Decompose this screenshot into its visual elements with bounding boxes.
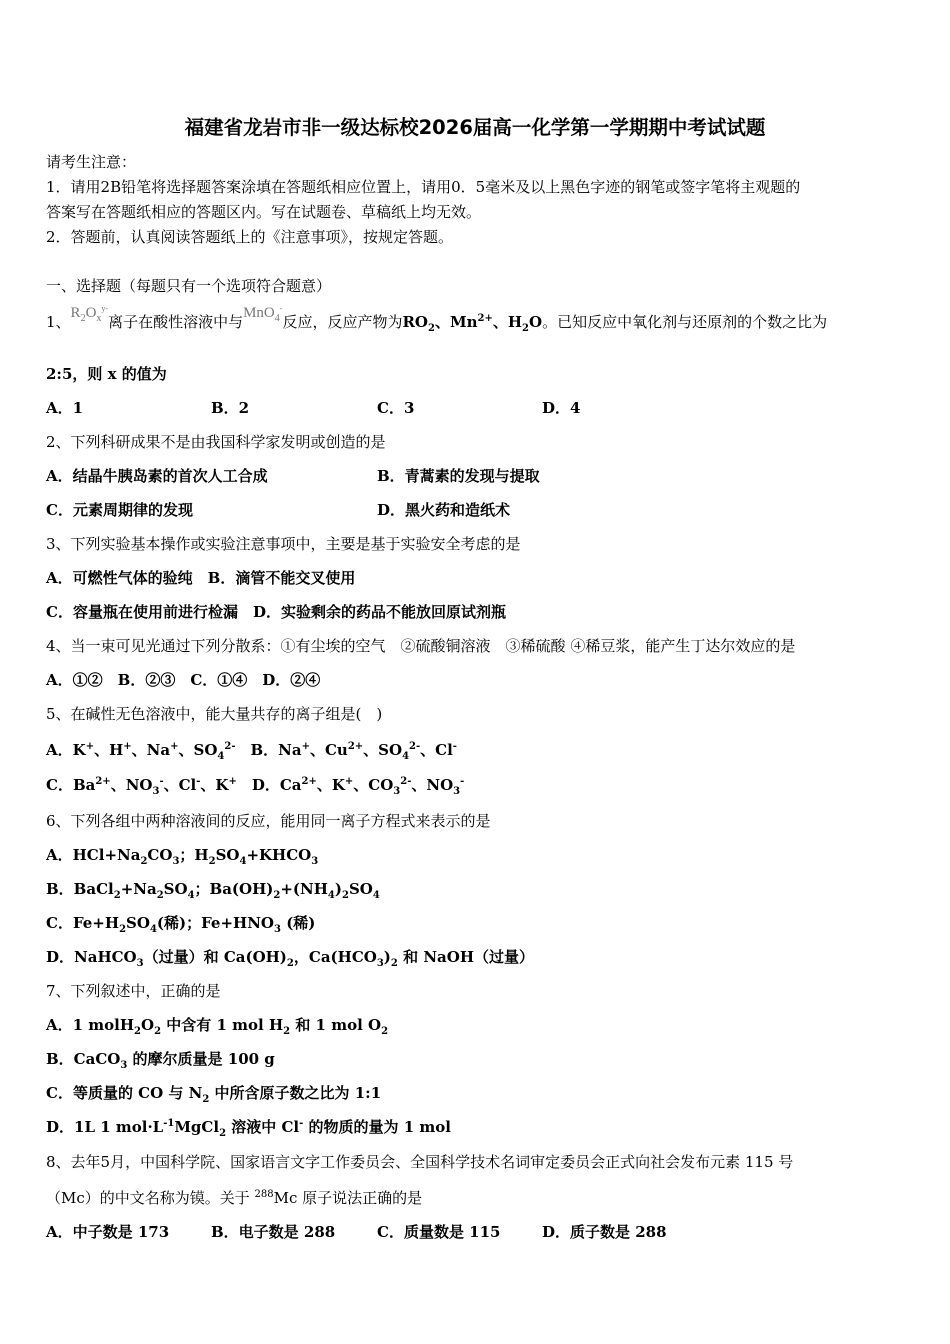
option-a: A．结晶牛胰岛素的首次人工合成 — [46, 467, 268, 485]
question-5-stem: 5、在碱性无色溶液中，能大量共存的离子组是( ) — [46, 705, 383, 723]
question-1-text-b: 反应，反应产物为 — [282, 313, 403, 331]
question-4-options: A．①② B．②③ C．①④ D．②④ — [46, 671, 321, 689]
option-c: C．3 — [377, 399, 415, 417]
question-1-line-2: 2:5，则 x 的值为 — [46, 365, 167, 383]
question-6-option-b: B．$BaCl_2+Na_2SO_4$；$Ba(OH)_2+(NH_4)_2SO_4$ — [46, 880, 380, 901]
mass-number: 288 — [254, 1189, 274, 1200]
option-a: A．1 — [46, 399, 84, 417]
question-1-products: $RO_2$、$Mn^{2+}$、$H_2O$ — [402, 313, 543, 334]
formula-mno4: MnO$_4$- — [243, 304, 283, 324]
question-2-stem: 2、下列科研成果不是由我国科学家发明或创造的是 — [46, 433, 386, 451]
question-7-option-a: A．1 $molH_2O_2$ 中含有 1 mol $H_2$ 和 1 mol $O_2$ — [46, 1016, 389, 1037]
question-5-options-1: A．K+、H+、Na+、$SO_4^{2-}$ B．Na+、$Cu^{2+}$、$SO_4^{2-}$、Cl- — [46, 741, 457, 762]
notice-item-1a: 1．请用2B铅笔将选择题答案涂填在答题纸相应位置上，请用0．5毫米及以上黑色字迹的钢笔或签字笔将主观题的 — [46, 178, 801, 196]
notice-item-2: 2．答题前，认真阅读答题纸上的《注意事项》，按规定答题。 — [46, 228, 454, 246]
question-6-option-c: C．$Fe+H_2SO_4$(稀)；$Fe+HNO_3$ (稀) — [46, 914, 316, 935]
question-7-option-b: B．CaCO$_3$ 的摩尔质量是 100 g — [46, 1050, 275, 1071]
question-6-stem: 6、下列各组中两种溶液间的反应，能用同一离子方程式来表示的是 — [46, 812, 491, 830]
option-b: B．电子数是 288 — [211, 1223, 336, 1241]
question-3-options-2: C．容量瓶在使用前进行检漏 D．实验剩余的药品不能放回原试剂瓶 — [46, 603, 506, 621]
option-b: B．青蒿素的发现与提取 — [377, 467, 540, 485]
option-d: D．4 — [542, 399, 581, 417]
question-6-option-a: A．$HCl+Na_2CO_3$；$H_2SO_4+KHCO_3$ — [46, 846, 319, 867]
question-number: 1、 — [46, 313, 71, 331]
page-title: 福建省龙岩市非一级达标校2026届高一化学第一学期期中考试试题 — [184, 116, 766, 139]
option-d: D．黑火药和造纸术 — [377, 501, 511, 519]
option-c: C．质量数是 115 — [377, 1223, 501, 1241]
question-3-options-1: A．可燃性气体的验纯 B．滴管不能交叉使用 — [46, 569, 356, 587]
question-8-text-b: Mc 原子说法正确的是 — [273, 1189, 423, 1207]
question-7-stem: 7、下列叙述中，正确的是 — [46, 982, 221, 1000]
option-c: C．元素周期律的发现 — [46, 501, 193, 519]
option-d: D．质子数是 288 — [542, 1223, 667, 1241]
question-7-option-d: D．1L 1 $mol\cdot L^{-1}MgCl_2$ 溶液中 Cl- 的物质的量为 1 mol — [46, 1118, 451, 1139]
question-8-text-a: （Mc）的中文名称为镆。关于 — [46, 1189, 255, 1207]
question-6-option-d: D．NaHCO$_3$（过量）和 $Ca(OH)_2$，$Ca(HCO_3)_2$ 和 NaOH（过量） — [46, 948, 534, 969]
question-8-line-2 — [46, 1188, 422, 1208]
notice-heading: 请考生注意： — [46, 153, 137, 171]
formula-r2ox: $R_2O_x^{y-}$ — [70, 304, 109, 324]
question-7-option-c: C．等质量的 CO 与 $N_2$ 中所含原子数之比为 1:1 — [46, 1084, 382, 1105]
question-4-stem: 4、当一束可见光通过下列分散系：①有尘埃的空气 ②硫酸铜溶液 ③稀硫酸 ④稀豆浆，能产生丁达尔效应的是 — [46, 637, 796, 655]
notice-item-1b: 答案写在答题纸相应的答题区内。写在试题卷、草稿纸上均无效。 — [46, 203, 482, 221]
question-1-text-a: 离子在酸性溶液中与 — [108, 313, 244, 331]
question-3-stem: 3、下列实验基本操作或实验注意事项中，主要是基于实验安全考虑的是 — [46, 535, 521, 553]
option-b: B．2 — [211, 399, 250, 417]
question-8-line-1: 8、去年5月，中国科学院、国家语言文字工作委员会、全国科学技术名词审定委员会正式向社会发布元素 115 号 — [46, 1153, 794, 1171]
option-a: A．中子数是 173 — [46, 1223, 170, 1241]
question-1-line-1 — [46, 304, 828, 334]
question-5-options-2: C．$Ba^{2+}$、$NO_3^-$、Cl-、K+ D．$Ca^{2+}$、K+、$CO_3^{2-}$、$NO_3^-$ — [46, 776, 465, 797]
question-1-text-c: 。已知反应中氧化剂与还原剂的个数之比为 — [542, 313, 828, 331]
section-heading: 一、选择题（每题只有一个选项符合题意） — [46, 277, 332, 295]
